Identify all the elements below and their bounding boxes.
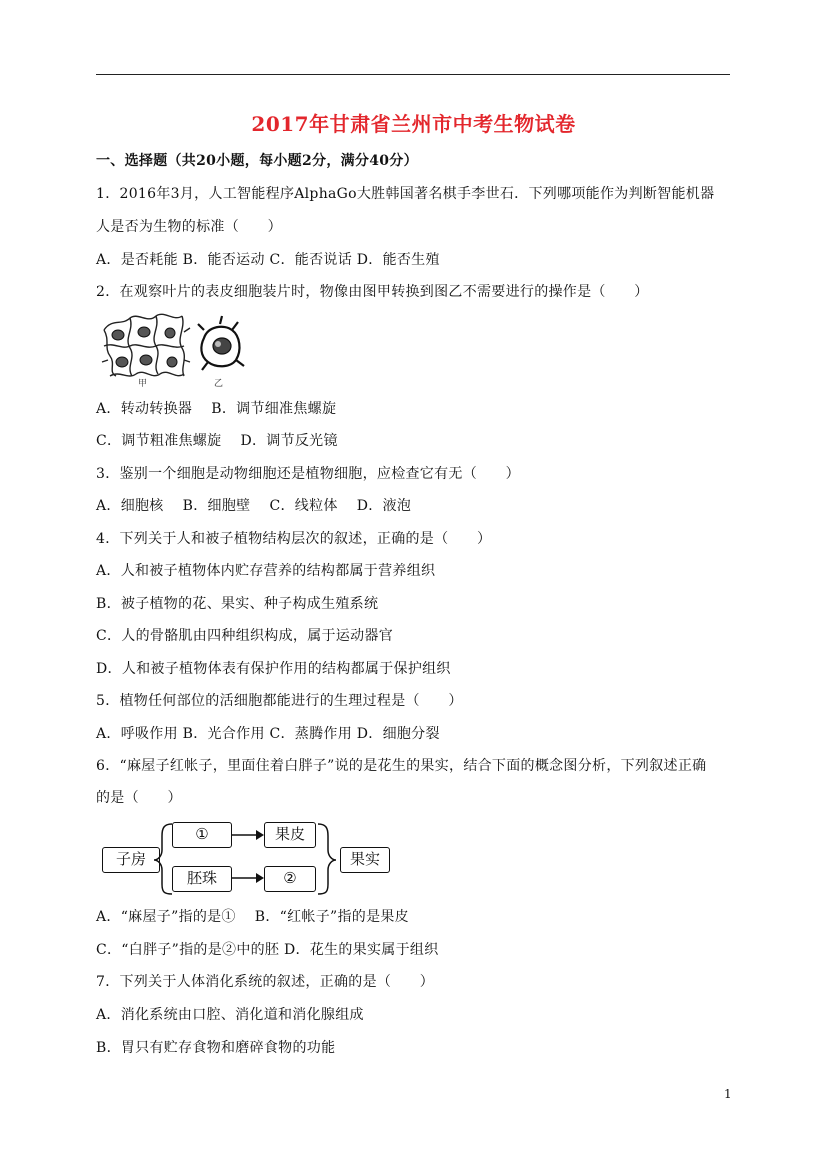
- question-7-option-b: B．胃只有贮存食物和磨碎食物的功能: [96, 1040, 336, 1056]
- question-4-option-a: A．人和被子植物体内贮存营养的结构都属于营养组织: [96, 563, 436, 579]
- header-rule: [96, 74, 730, 75]
- question-6-option-ab: A．“麻屋子”指的是① B．“红帐子”指的是果皮: [96, 909, 409, 925]
- question-3-stem: 3．鉴别一个细胞是动物细胞还是植物细胞，应检查它有无（ ）: [96, 466, 520, 482]
- question-4-option-d: D．人和被子植物体表有保护作用的结构都属于保护组织: [96, 661, 451, 677]
- question-5-options: A．呼吸作用 B．光合作用 C．蒸腾作用 D．细胞分裂: [96, 726, 440, 742]
- concept-box-2: ②: [264, 866, 316, 892]
- leaf-epidermis-cells-image: [100, 310, 250, 390]
- question-5-stem: 5．植物任何部位的活细胞都能进行的生理过程是（ ）: [96, 693, 463, 709]
- question-6-line-1: 6．“麻屋子红帐子，里面住着白胖子”说的是花生的果实，结合下面的概念图分析，下列叙述正确: [96, 758, 707, 774]
- section-heading: 一、选择题（共20小题，每小题2分，满分40分）: [96, 153, 418, 169]
- concept-box-ovule: 胚珠: [172, 866, 232, 892]
- question-1-line-2: 人是否为生物的标准（ ）: [96, 219, 282, 235]
- left-brace: [154, 824, 172, 894]
- cell-figure: [100, 310, 250, 390]
- page-title: 2017年甘肃省兰州市中考生物试卷: [251, 112, 576, 136]
- question-1-options: A．是否耗能 B．能否运动 C．能否说话 D．能否生殖: [96, 252, 440, 268]
- right-brace: [318, 824, 336, 894]
- question-1-line-1: 1．2016年3月，人工智能程序AlphaGo大胜韩国著名棋手李世石．下列哪项能作为判断智能机器: [96, 186, 715, 202]
- question-6-option-cd: C．“白胖子”指的是②中的胚 D．花生的果实属于组织: [96, 942, 439, 958]
- concept-box-1: ①: [172, 822, 232, 848]
- arrow-head-bottom: [256, 873, 264, 883]
- question-2-option-ab: A．转动转换器 B．调节细准焦螺旋: [96, 401, 337, 417]
- arrow-head-top: [256, 830, 264, 840]
- concept-box-fruit: 果实: [340, 847, 390, 873]
- concept-map: [96, 814, 396, 896]
- question-4-option-c: C．人的骨骼肌由四种组织构成，属于运动器官: [96, 628, 394, 644]
- question-7-stem: 7．下列关于人体消化系统的叙述，正确的是（ ）: [96, 974, 435, 990]
- question-6-line-2: 的是（ ）: [96, 790, 182, 806]
- concept-box-ovary: 子房: [102, 847, 160, 873]
- figure-label-yi: 乙: [214, 379, 224, 389]
- question-2-stem: 2．在观察叶片的表皮细胞装片时，物像由图甲转换到图乙不需要进行的操作是（ ）: [96, 284, 649, 300]
- question-4-stem: 4．下列关于人和被子植物结构层次的叙述，正确的是（ ）: [96, 531, 492, 547]
- question-7-option-a: A．消化系统由口腔、消化道和消化腺组成: [96, 1007, 364, 1023]
- question-2-option-cd: C．调节粗准焦螺旋 D．调节反光镜: [96, 433, 338, 449]
- concept-box-pericarp: 果皮: [264, 822, 316, 848]
- question-3-options: A．细胞核 B．细胞壁 C．线粒体 D．液泡: [96, 498, 412, 514]
- page-number: 1: [724, 1087, 732, 1101]
- question-4-option-b: B．被子植物的花、果实、种子构成生殖系统: [96, 596, 379, 612]
- figure-label-jia: 甲: [138, 379, 148, 389]
